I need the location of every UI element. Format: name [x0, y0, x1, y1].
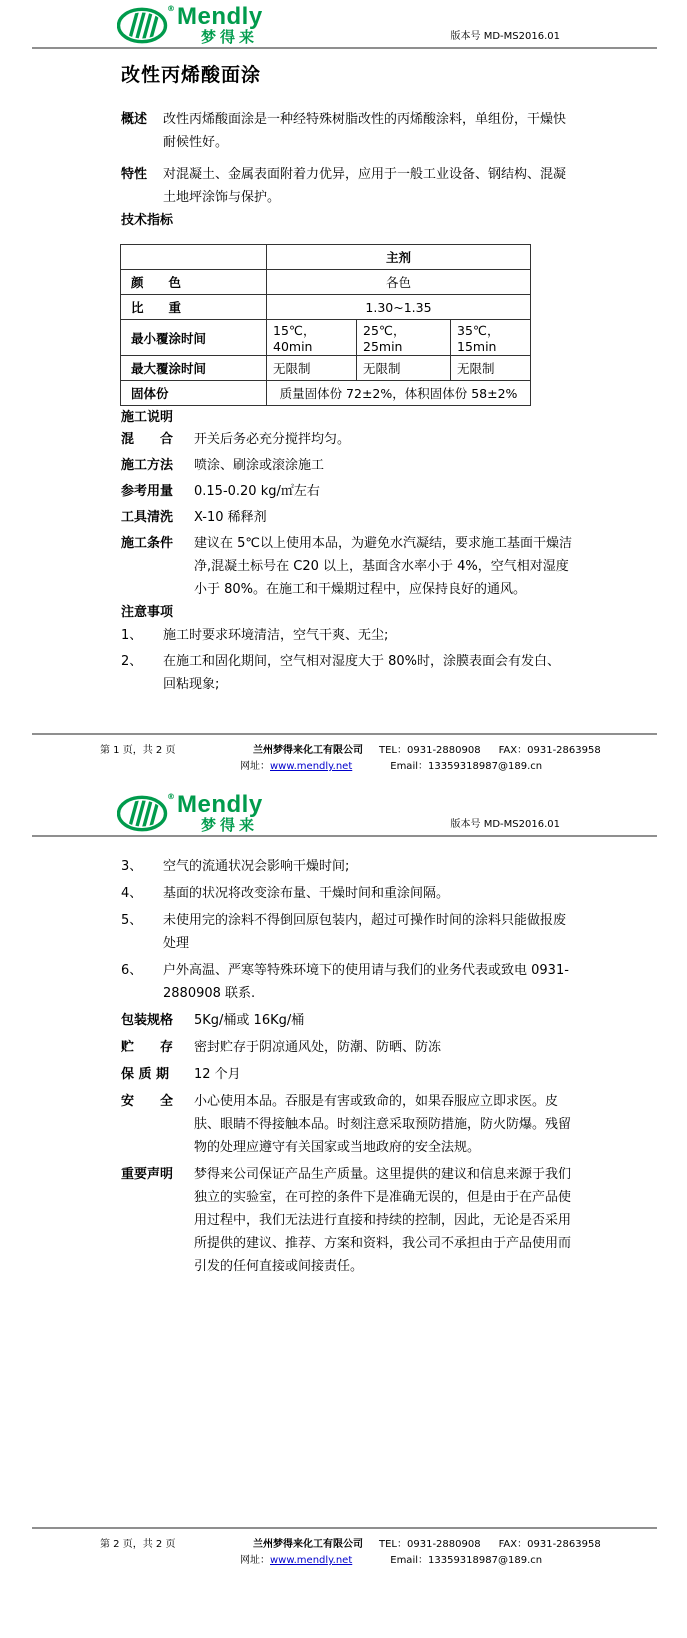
note-number: 3、 — [121, 859, 143, 874]
table-row — [121, 381, 531, 406]
tool-cleaning-text: X-10 稀释剂 — [194, 510, 267, 525]
brand-logo-icon — [117, 7, 169, 44]
page-header — [0, 0, 687, 45]
page-number-label: 第 2 页，共 2 页 — [100, 1539, 176, 1550]
page-number-label: 第 1 页，共 2 页 — [100, 745, 176, 756]
method-row — [121, 454, 573, 477]
spec-label-min-recoat: 最小覆涂时间 — [121, 320, 267, 356]
spec-label-solids: 固体份 — [121, 381, 267, 406]
spec-value-solids: 质量固体份 72±2%，体积固体份 58±2% — [267, 381, 531, 406]
mixing-label: 混 合 — [121, 432, 174, 447]
note-number: 2、 — [121, 654, 143, 669]
registered-trademark-icon: ® — [167, 792, 175, 801]
brand-name: Mendly — [177, 791, 263, 818]
version-label: 版本号 MD-MS2016.01 — [450, 819, 560, 830]
packaging-text: 5Kg/桶或 16Kg/桶 — [194, 1013, 305, 1028]
spec-value-color: 各色 — [267, 270, 531, 295]
page-footer — [0, 733, 687, 772]
email: Email：13359318987@189.cn — [390, 1555, 543, 1566]
website-label: 网址： — [240, 761, 270, 772]
table-row — [121, 245, 531, 270]
tech-spec-heading: 技术指标 — [121, 213, 174, 228]
website-row — [240, 1551, 352, 1566]
note-number: 6、 — [121, 963, 143, 978]
safety-row — [121, 1090, 573, 1159]
safety-text: 小心使用本品。吞服是有害或致命的，如果吞服应立即求医。皮肤、眼睛不得接触本品。时刻注意采取预防措施，防火防爆。残留物的处理应遵守有关国家或当地政府的安全法规。 — [194, 1094, 572, 1155]
company-name: 兰州梦得来化工有限公司 — [253, 1539, 363, 1550]
conditions-row — [121, 532, 573, 601]
footer-line-2 — [240, 1551, 687, 1566]
note-text: 施工时要求环境清洁，空气干爽、无尘; — [163, 628, 389, 643]
brand-name: Mendly — [177, 3, 263, 30]
brand-wordmark — [177, 5, 263, 45]
table-row — [121, 356, 531, 381]
note-item — [121, 882, 573, 905]
version-label: 版本号 MD-MS2016.01 — [450, 31, 560, 42]
note-item — [121, 650, 573, 696]
disclaimer-label: 重要声明 — [121, 1167, 174, 1182]
overview-label: 概述 — [121, 112, 148, 127]
features-label: 特性 — [121, 167, 148, 182]
table-row — [121, 270, 531, 295]
note-item — [121, 624, 573, 647]
page-header — [0, 778, 687, 833]
website-link[interactable]: www.mendly.net — [270, 761, 353, 772]
telephone: TEL：0931-2880908 — [379, 1539, 481, 1550]
safety-label: 安 全 — [121, 1094, 174, 1109]
page-1 — [0, 0, 687, 778]
overview-row — [121, 108, 573, 154]
spec-value-max-25: 无限制 — [357, 356, 451, 381]
conditions-label: 施工条件 — [121, 536, 174, 551]
footer-line-2 — [240, 757, 687, 772]
spec-cell-empty — [121, 245, 267, 270]
footer-divider — [32, 733, 657, 735]
brand-name-cn: 梦得来 — [201, 28, 259, 46]
table-row — [121, 320, 531, 356]
note-number: 5、 — [121, 913, 143, 928]
brand-logo — [117, 5, 263, 45]
spec-label-max-recoat: 最大覆涂时间 — [121, 356, 267, 381]
note-text: 空气的流通状况会影响干燥时间; — [163, 859, 350, 874]
dosage-label: 参考用量 — [121, 484, 174, 499]
website-link[interactable]: www.mendly.net — [270, 1555, 353, 1566]
note-item — [121, 909, 573, 955]
packaging-label: 包装规格 — [121, 1013, 174, 1028]
telephone: TEL：0931-2880908 — [379, 745, 481, 756]
method-label: 施工方法 — [121, 458, 174, 473]
brand-name-cn: 梦得来 — [201, 816, 259, 834]
storage-row — [121, 1036, 573, 1059]
spec-value-min-15: 15℃，40min — [267, 320, 357, 356]
company-name: 兰州梦得来化工有限公司 — [253, 745, 363, 756]
spec-value-min-25: 25℃，25min — [357, 320, 451, 356]
spec-value-gravity: 1.30~1.35 — [267, 295, 531, 320]
brand-logo — [117, 793, 263, 833]
features-row — [121, 163, 573, 209]
features-text: 对混凝土、金属表面附着力优异，应用于一般工业设备、钢结构、混凝土地坪涂饰与保护。 — [163, 167, 567, 205]
brand-wordmark — [177, 793, 263, 833]
spec-value-max-35: 无限制 — [451, 356, 531, 381]
storage-text: 密封贮存于阴凉通风处，防潮、防晒、防冻 — [194, 1040, 442, 1055]
note-number: 4、 — [121, 886, 143, 901]
storage-label: 贮 存 — [121, 1040, 174, 1055]
shelf-life-label: 保 质 期 — [121, 1067, 170, 1082]
spec-col-header: 主剂 — [267, 245, 531, 270]
page-2 — [0, 778, 687, 1638]
table-row — [121, 295, 531, 320]
spec-label-color: 颜 色 — [121, 270, 267, 295]
footer-line-1 — [100, 741, 687, 756]
website-label: 网址： — [240, 1555, 270, 1566]
note-number: 1、 — [121, 628, 143, 643]
mixing-text: 开关后务必充分搅拌均匀。 — [194, 432, 351, 447]
overview-text: 改性丙烯酸面涂是一种经特殊树脂改性的丙烯酸涂料，单组份，干燥快耐候性好。 — [163, 112, 567, 150]
note-text: 在施工和固化期间，空气相对湿度大于 80%时，涂膜表面会有发白、回粘现象; — [163, 654, 561, 692]
mixing-row — [121, 428, 573, 451]
note-item — [121, 959, 573, 1005]
fax: FAX：0931-2863958 — [498, 1539, 601, 1550]
note-text: 户外高温、严寒等特殊环境下的使用请与我们的业务代表或致电 0931-2880908 联系. — [163, 963, 569, 1001]
method-text: 喷涂、刷涂或滚涂施工 — [194, 458, 325, 473]
spec-value-min-35: 35℃，15min — [451, 320, 531, 356]
disclaimer-text: 梦得来公司保证产品生产质量。这里提供的建议和信息来源于我们独立的实验室，在可控的条件下是准确无误的，但是由于在产品使用过程中，我们无法进行直接和持续的控制，因此，无论是否采用所提供的建议、推荐、方案和资料，我公司不承担由于产品使用而引发的任何直接或间接责任。 — [194, 1167, 572, 1274]
tool-cleaning-row — [121, 506, 573, 529]
product-title: 改性丙烯酸面涂 — [121, 64, 262, 86]
registered-trademark-icon: ® — [167, 4, 175, 13]
page-footer — [0, 1527, 687, 1566]
construction-heading: 施工说明 — [121, 410, 174, 425]
note-text: 基面的状况将改变涂布量、干燥时间和重涂间隔。 — [163, 886, 450, 901]
header-divider — [32, 835, 657, 837]
packaging-row — [121, 1009, 573, 1032]
fax: FAX：0931-2863958 — [498, 745, 601, 756]
spec-label-gravity: 比 重 — [121, 295, 267, 320]
dosage-text: 0.15-0.20 kg/㎡左右 — [194, 484, 320, 499]
spec-value-max-15: 无限制 — [267, 356, 357, 381]
header-divider — [32, 47, 657, 49]
note-text: 未使用完的涂料不得倒回原包装内，超过可操作时间的涂料只能做报废处理 — [163, 913, 567, 951]
shelf-life-row — [121, 1063, 573, 1086]
brand-logo-icon — [117, 795, 169, 832]
disclaimer-row — [121, 1163, 573, 1278]
tech-spec-table — [120, 244, 531, 406]
notes-heading: 注意事项 — [121, 605, 174, 620]
note-item — [121, 855, 573, 878]
website-row — [240, 757, 352, 772]
shelf-life-text: 12 个月 — [194, 1067, 241, 1082]
tool-cleaning-label: 工具清洗 — [121, 510, 174, 525]
footer-line-1 — [100, 1535, 687, 1550]
email: Email：13359318987@189.cn — [390, 761, 543, 772]
footer-divider — [32, 1527, 657, 1529]
dosage-row — [121, 480, 573, 503]
conditions-text: 建议在 5℃以上使用本品，为避免水汽凝结，要求施工基面干燥洁净,混凝土标号在 C20 以上，基面含水率小于 4%，空气相对湿度小于 80%。在施工和干燥期过程中，应保持良好的通风。 — [194, 536, 573, 597]
